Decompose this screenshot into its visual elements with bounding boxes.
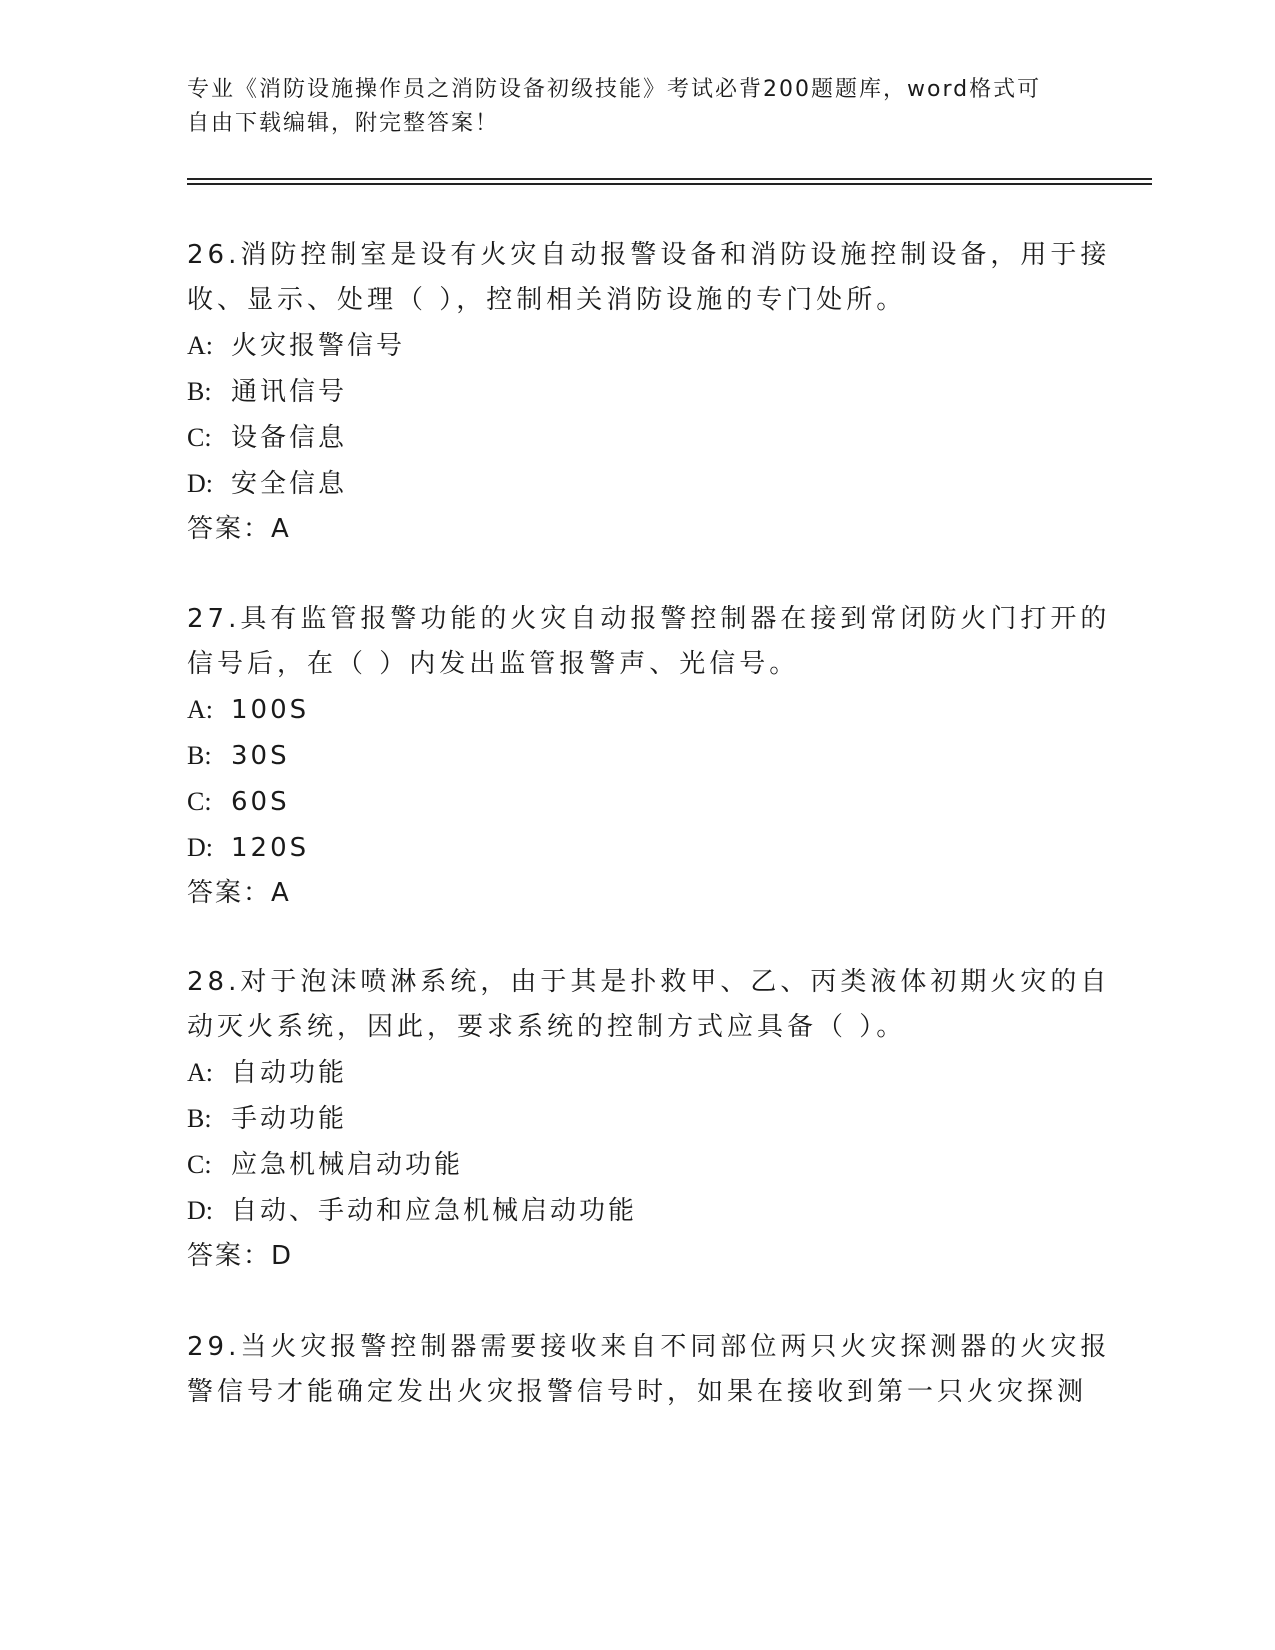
question-stem-line-1: 29.当火灾报警控制器需要接收来自不同部位两只火灾探测器的火灾报 <box>187 1332 1111 1362</box>
question-27 <box>187 597 1111 916</box>
option-key: C: <box>187 1150 212 1179</box>
header-line-1: 专业《消防设施操作员之消防设备初级技能》考试必背200题题库，word格式可 <box>187 77 1042 102</box>
question-stem-line-2: 警信号才能确定发出火灾报警信号时，如果在接收到第一只火灾探测 <box>187 1377 1088 1407</box>
option-b <box>187 369 1087 415</box>
document-header <box>187 73 1087 141</box>
option-key: B: <box>187 377 212 406</box>
option-b <box>187 733 1087 779</box>
option-text: 应急机械启动功能 <box>231 1150 464 1180</box>
option-text: 120S <box>231 833 310 863</box>
option-text: 60S <box>231 787 290 817</box>
header-line-2: 自由下载编辑，附完整答案！ <box>187 111 500 136</box>
header-divider-bottom <box>187 183 1152 185</box>
question-stem-line-1: 27.具有监管报警功能的火灾自动报警控制器在接到常闭防火门打开的 <box>187 604 1111 634</box>
option-key: A: <box>187 331 213 360</box>
option-c <box>187 779 1087 825</box>
question-stem-line-1: 26.消防控制室是设有火灾自动报警设备和消防设施控制设备，用于接 <box>187 240 1111 270</box>
option-key: D: <box>187 469 213 498</box>
option-key: C: <box>187 787 212 816</box>
option-d <box>187 825 1087 871</box>
answer: 答案：D <box>187 1241 294 1271</box>
option-key: B: <box>187 1104 212 1133</box>
option-a <box>187 687 1087 733</box>
question-stem-line-1: 28.对于泡沫喷淋系统，由于其是扑救甲、乙、丙类液体初期火灾的自 <box>187 967 1111 997</box>
question-stem-line-2: 动灭火系统，因此，要求系统的控制方式应具备（ ）。 <box>187 1012 907 1042</box>
option-text: 设备信息 <box>231 423 348 453</box>
header-divider-top <box>187 178 1152 180</box>
question-stem-line-2: 收、显示、处理（ ），控制相关消防设施的专门处所。 <box>187 285 907 315</box>
option-d <box>187 1188 1087 1234</box>
option-key: D: <box>187 1196 213 1225</box>
option-key: A: <box>187 1058 213 1087</box>
option-key: C: <box>187 423 212 452</box>
option-a <box>187 1050 1087 1096</box>
question-29 <box>187 1325 1111 1415</box>
answer: 答案：A <box>187 514 291 544</box>
question-28 <box>187 960 1111 1279</box>
option-text: 手动功能 <box>231 1104 348 1134</box>
option-key: A: <box>187 695 213 724</box>
option-key: B: <box>187 741 212 770</box>
option-text: 自动功能 <box>231 1058 348 1088</box>
option-text: 30S <box>231 741 290 771</box>
question-stem-line-2: 信号后，在（ ）内发出监管报警声、光信号。 <box>187 649 800 679</box>
option-text: 安全信息 <box>231 469 348 499</box>
option-text: 火灾报警信号 <box>231 331 406 361</box>
option-text: 100S <box>231 695 310 725</box>
option-d <box>187 461 1087 507</box>
option-b <box>187 1096 1087 1142</box>
option-text: 通讯信号 <box>231 377 348 407</box>
answer: 答案：A <box>187 878 291 908</box>
question-26 <box>187 233 1111 552</box>
option-c <box>187 1142 1087 1188</box>
option-c <box>187 415 1087 461</box>
option-a <box>187 323 1087 369</box>
option-key: D: <box>187 833 213 862</box>
option-text: 自动、手动和应急机械启动功能 <box>231 1196 638 1226</box>
